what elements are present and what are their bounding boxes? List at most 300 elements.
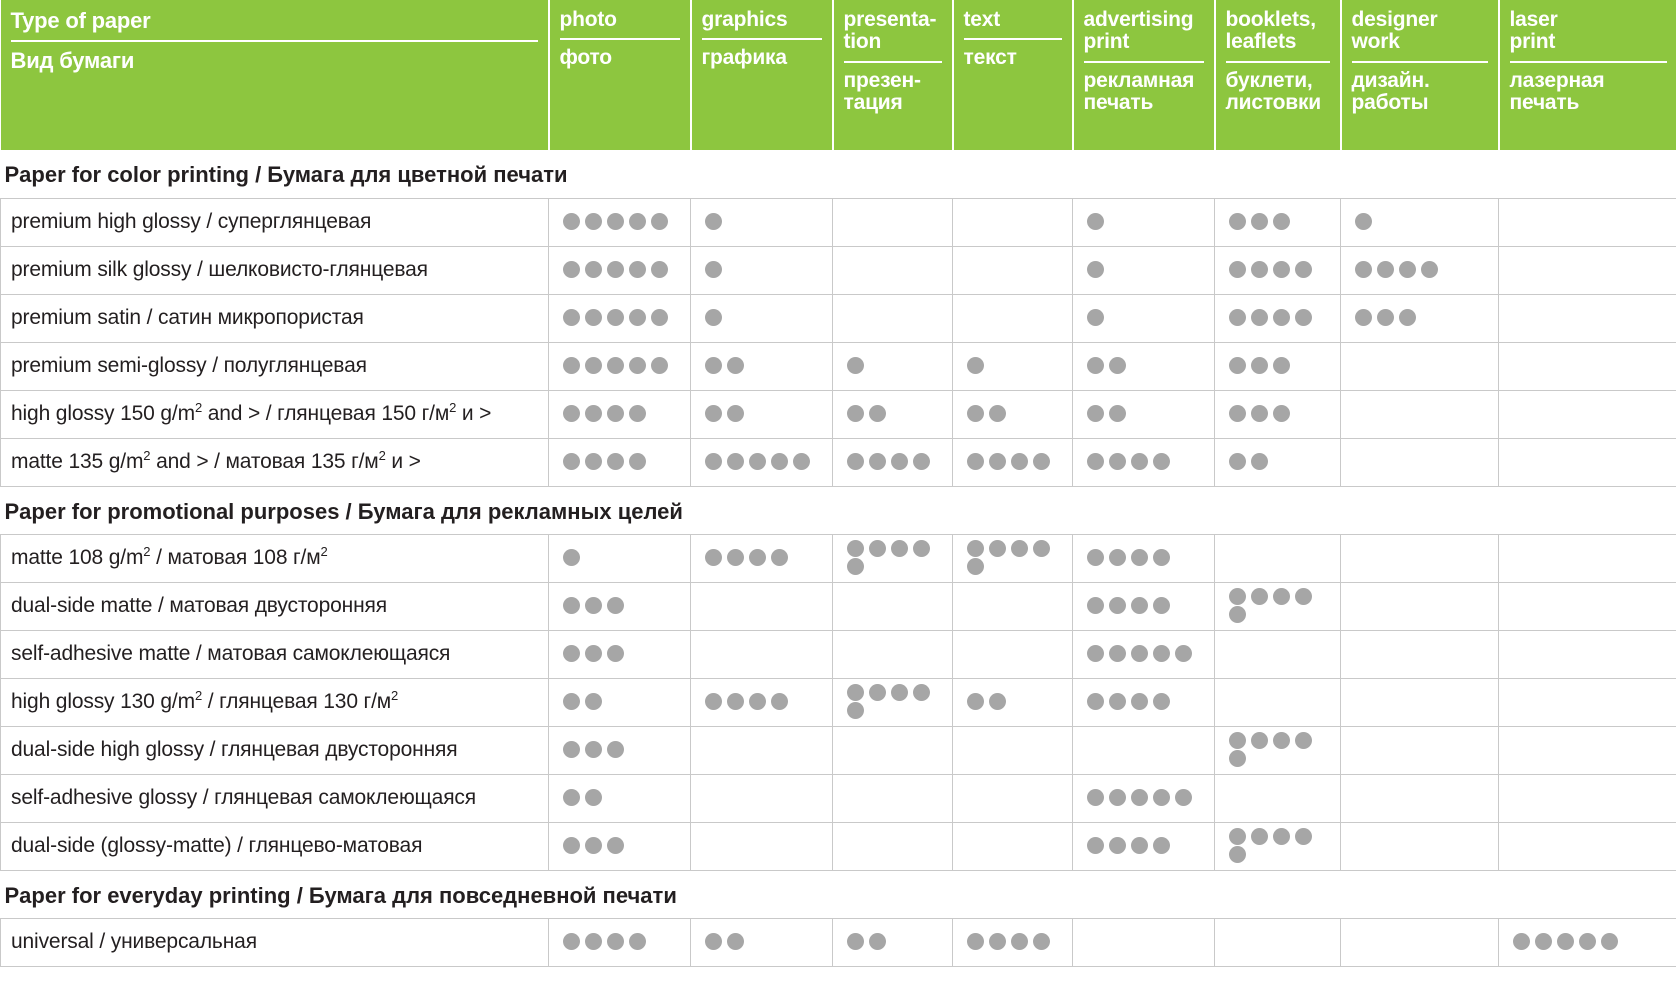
rating-dot (629, 357, 646, 374)
rating-cell (1073, 198, 1215, 246)
rating-cell (1215, 198, 1341, 246)
header-divider-5 (1084, 61, 1204, 63)
rating-dot (1109, 405, 1126, 422)
rating-cell (691, 678, 833, 726)
rating-cell (1341, 774, 1499, 822)
rating-cell (1073, 630, 1215, 678)
rating-dot (563, 261, 580, 278)
paper-type-label: matte 108 $g/m^2$ / матовая 108 $г/м^2$ (1, 534, 549, 582)
rating-cell (1341, 390, 1499, 438)
rating-dot (705, 549, 722, 566)
rating-cell (1215, 774, 1341, 822)
rating-dot (607, 357, 624, 374)
rating-cell (549, 390, 691, 438)
header-col-7-en: designer work (1351, 8, 1438, 54)
rating-dot (847, 405, 864, 422)
rating-dot (1295, 828, 1312, 845)
rating-cell (1499, 678, 1676, 726)
rating-cell (1499, 342, 1676, 390)
rating-cell (1341, 438, 1499, 486)
rating-dot (989, 405, 1006, 422)
rating-cell (953, 582, 1073, 630)
rating-cell (1073, 534, 1215, 582)
rating-dot (771, 453, 788, 470)
rating-cell (691, 918, 833, 966)
rating-dot (607, 597, 624, 614)
rating-dot (651, 261, 668, 278)
rating-dot (1295, 732, 1312, 749)
rating-cell (1215, 246, 1341, 294)
rating-dot (1229, 453, 1246, 470)
rating-cell (833, 342, 953, 390)
rating-dot (585, 741, 602, 758)
rating-cell (1499, 294, 1676, 342)
rating-dot (607, 741, 624, 758)
rating-dot (705, 357, 722, 374)
header-col-7 (1341, 0, 1499, 150)
rating-dot (967, 357, 984, 374)
rating-dot (847, 540, 864, 557)
rating-dot (869, 933, 886, 950)
rating-dot (1011, 933, 1028, 950)
rating-dot (585, 693, 602, 710)
header-divider-0 (11, 40, 538, 42)
rating-cell (833, 918, 953, 966)
rating-dot (1153, 837, 1170, 854)
rating-cell (1499, 198, 1676, 246)
rating-dot (1251, 213, 1268, 230)
rating-dot (705, 405, 722, 422)
rating-dot (727, 693, 744, 710)
rating-cell (1499, 774, 1676, 822)
table-row (1, 774, 1676, 822)
rating-dot (1251, 405, 1268, 422)
rating-dot (563, 741, 580, 758)
rating-dot (705, 933, 722, 950)
rating-cell (953, 534, 1073, 582)
rating-dot (1033, 540, 1050, 557)
rating-dot (1153, 645, 1170, 662)
rating-cell (691, 822, 833, 870)
rating-cell (833, 582, 953, 630)
table-row (1, 630, 1676, 678)
rating-dot (1087, 453, 1104, 470)
table-row (1, 294, 1676, 342)
rating-dot (1131, 453, 1148, 470)
rating-dot (1251, 828, 1268, 845)
header-col-3 (833, 0, 953, 150)
rating-dot (1229, 828, 1246, 845)
rating-dot (563, 309, 580, 326)
rating-dot (1131, 549, 1148, 566)
rating-cell (1341, 630, 1499, 678)
rating-dot (1229, 588, 1246, 605)
rating-dot (1033, 453, 1050, 470)
rating-dot (1109, 645, 1126, 662)
rating-dot (1131, 837, 1148, 854)
rating-dot (1087, 645, 1104, 662)
rating-dot (1251, 309, 1268, 326)
section-heading-row (1, 486, 1676, 534)
rating-dot (1273, 732, 1290, 749)
rating-cell (1215, 582, 1341, 630)
rating-dot (1557, 933, 1574, 950)
header-col-0-ru: Вид бумаги (10, 47, 135, 73)
rating-dot (1087, 405, 1104, 422)
section-title: Paper for color printing / Бумага для цветной печати (1, 150, 1676, 198)
rating-dot (563, 597, 580, 614)
rating-dot (891, 684, 908, 701)
header-col-2-en: graphics (701, 8, 788, 31)
rating-dot (607, 837, 624, 854)
rating-dot (967, 693, 984, 710)
rating-dot (1601, 933, 1618, 950)
header-row (1, 0, 1676, 150)
rating-dot (607, 933, 624, 950)
header-col-4-ru: текст (963, 46, 1017, 70)
table-row (1, 342, 1676, 390)
table-row (1, 678, 1676, 726)
rating-dot (1229, 261, 1246, 278)
rating-dot (1421, 261, 1438, 278)
rating-dot (1513, 933, 1530, 950)
rating-dot (1131, 645, 1148, 662)
rating-dot (1153, 789, 1170, 806)
rating-dot (705, 693, 722, 710)
rating-cell (549, 582, 691, 630)
rating-cell (1341, 822, 1499, 870)
rating-dot (1355, 213, 1372, 230)
rating-dot (705, 453, 722, 470)
header-divider-8 (1510, 61, 1667, 63)
rating-dot (1377, 309, 1394, 326)
header-divider-7 (1352, 61, 1488, 63)
rating-cell (1215, 726, 1341, 774)
rating-dot (585, 213, 602, 230)
rating-cell (549, 918, 691, 966)
rating-dot (1251, 588, 1268, 605)
rating-cell (549, 198, 691, 246)
rating-cell (953, 294, 1073, 342)
rating-cell (953, 678, 1073, 726)
rating-cell (549, 294, 691, 342)
rating-dot (847, 357, 864, 374)
rating-cell (1341, 246, 1499, 294)
rating-dot (1229, 606, 1246, 623)
header-divider-3 (844, 61, 942, 63)
rating-dot (1273, 405, 1290, 422)
rating-dot (629, 933, 646, 950)
header-col-6-en: booklets, leaflets (1225, 8, 1316, 54)
rating-dot (607, 405, 624, 422)
rating-dot (749, 453, 766, 470)
rating-dot (771, 693, 788, 710)
rating-dot (629, 405, 646, 422)
rating-dot (989, 453, 1006, 470)
paper-type-label: premium high glossy / суперглянцевая (1, 198, 549, 246)
header-col-1-en: photo (559, 8, 617, 31)
rating-dot (1011, 453, 1028, 470)
rating-cell (691, 342, 833, 390)
header-divider-1 (560, 38, 680, 40)
rating-cell (691, 534, 833, 582)
rating-dot (847, 558, 864, 575)
section-heading-row (1, 150, 1676, 198)
rating-cell (833, 246, 953, 294)
rating-dot (1273, 213, 1290, 230)
rating-dot (1295, 261, 1312, 278)
rating-dot (1273, 588, 1290, 605)
rating-cell (1499, 582, 1676, 630)
header-col-5 (1073, 0, 1215, 150)
paper-type-label: dual-side (glossy-matte) / глянцево-матовая (1, 822, 549, 870)
rating-cell (833, 774, 953, 822)
header-divider-2 (702, 38, 822, 40)
rating-dot (749, 693, 766, 710)
rating-dot (1579, 933, 1596, 950)
rating-cell (833, 678, 953, 726)
rating-dot (585, 453, 602, 470)
rating-cell (1341, 534, 1499, 582)
rating-cell (1073, 438, 1215, 486)
table-row (1, 246, 1676, 294)
rating-dot (967, 558, 984, 575)
rating-cell (953, 774, 1073, 822)
rating-dot (967, 933, 984, 950)
rating-dot (1087, 357, 1104, 374)
table-row (1, 438, 1676, 486)
rating-dot (1109, 357, 1126, 374)
rating-cell (1215, 630, 1341, 678)
rating-dot (563, 357, 580, 374)
rating-cell (1341, 726, 1499, 774)
paper-type-label: dual-side matte / матовая двусторонняя (1, 582, 549, 630)
rating-dot (629, 213, 646, 230)
rating-dot (913, 453, 930, 470)
rating-dot (1273, 309, 1290, 326)
rating-cell (953, 918, 1073, 966)
header-col-8-en: laser print (1509, 8, 1558, 54)
rating-dot (793, 453, 810, 470)
header-col-8 (1499, 0, 1676, 150)
rating-dot (727, 453, 744, 470)
rating-cell (549, 774, 691, 822)
rating-dot (1355, 261, 1372, 278)
rating-dot (607, 453, 624, 470)
rating-cell (1499, 822, 1676, 870)
paper-type-label: self-adhesive matte / матовая самоклеющаяся (1, 630, 549, 678)
rating-dot (585, 789, 602, 806)
rating-dot (1229, 213, 1246, 230)
rating-dot (1273, 261, 1290, 278)
header-col-4-en: text (963, 8, 1001, 31)
rating-cell (691, 390, 833, 438)
rating-cell (691, 438, 833, 486)
rating-dot (1087, 597, 1104, 614)
rating-dot (1109, 549, 1126, 566)
rating-cell (1499, 246, 1676, 294)
table-row (1, 918, 1676, 966)
rating-cell (1215, 438, 1341, 486)
rating-dot (967, 453, 984, 470)
rating-cell (1499, 390, 1676, 438)
section-title: Paper for everyday printing / Бумага для повседневной печати (1, 870, 1676, 918)
rating-dot (651, 357, 668, 374)
rating-dot (1153, 453, 1170, 470)
rating-dot (1109, 693, 1126, 710)
header-col-3-ru: презен- тация (843, 68, 921, 115)
rating-dot (1295, 309, 1312, 326)
rating-cell (833, 438, 953, 486)
rating-cell (1215, 678, 1341, 726)
rating-cell (953, 438, 1073, 486)
rating-dot (989, 933, 1006, 950)
paper-type-label: premium semi-glossy / полуглянцевая (1, 342, 549, 390)
paper-type-label: premium satin / сатин микропористая (1, 294, 549, 342)
rating-dot (869, 684, 886, 701)
rating-cell (691, 726, 833, 774)
header-col-6-ru: буклети, листовки (1225, 68, 1321, 115)
rating-dot (1399, 309, 1416, 326)
rating-dot (1251, 261, 1268, 278)
rating-cell (1341, 342, 1499, 390)
rating-cell (1215, 342, 1341, 390)
rating-cell (833, 822, 953, 870)
rating-cell (1073, 678, 1215, 726)
rating-dot (585, 837, 602, 854)
rating-dot (585, 261, 602, 278)
rating-cell (833, 294, 953, 342)
rating-dot (1251, 453, 1268, 470)
rating-cell (691, 294, 833, 342)
rating-dot (967, 540, 984, 557)
rating-cell (1499, 726, 1676, 774)
rating-dot (607, 261, 624, 278)
rating-dot (1229, 750, 1246, 767)
rating-cell (953, 246, 1073, 294)
rating-cell (953, 342, 1073, 390)
rating-dot (1087, 213, 1104, 230)
rating-cell (1499, 534, 1676, 582)
rating-dot (705, 261, 722, 278)
rating-cell (1215, 822, 1341, 870)
rating-cell (549, 342, 691, 390)
rating-cell (1341, 582, 1499, 630)
rating-dot (1229, 357, 1246, 374)
rating-dot (1109, 453, 1126, 470)
rating-cell (1073, 342, 1215, 390)
rating-dot (705, 213, 722, 230)
rating-cell (549, 246, 691, 294)
rating-cell (833, 198, 953, 246)
rating-cell (833, 630, 953, 678)
rating-cell (1073, 822, 1215, 870)
rating-dot (1399, 261, 1416, 278)
rating-cell (1499, 918, 1676, 966)
section-heading-row (1, 870, 1676, 918)
rating-cell (953, 198, 1073, 246)
header-col-1 (549, 0, 691, 150)
paper-type-label: universal / универсальная (1, 918, 549, 966)
rating-dot (585, 309, 602, 326)
rating-dot (585, 645, 602, 662)
rating-dot (1377, 261, 1394, 278)
rating-dot (563, 645, 580, 662)
rating-dot (869, 405, 886, 422)
rating-cell (1341, 294, 1499, 342)
rating-dot (563, 933, 580, 950)
rating-dot (727, 549, 744, 566)
rating-dot (1535, 933, 1552, 950)
table-row (1, 534, 1676, 582)
rating-dot (563, 837, 580, 854)
header-col-4 (953, 0, 1073, 150)
rating-cell (1073, 246, 1215, 294)
header-col-2-ru: графика (701, 46, 787, 70)
rating-dot (869, 540, 886, 557)
table-header (1, 0, 1676, 150)
table-row (1, 822, 1676, 870)
rating-cell (953, 726, 1073, 774)
rating-dot (847, 933, 864, 950)
header-col-3-en: presenta- tion (843, 8, 937, 54)
rating-dot (1109, 837, 1126, 854)
rating-dot (607, 645, 624, 662)
rating-dot (1131, 693, 1148, 710)
rating-cell (549, 678, 691, 726)
rating-dot (629, 453, 646, 470)
rating-cell (691, 582, 833, 630)
rating-dot (1251, 732, 1268, 749)
paper-type-label: dual-side high glossy / глянцевая двусторонняя (1, 726, 549, 774)
rating-dot (629, 261, 646, 278)
table-body (1, 150, 1676, 966)
rating-cell (1215, 918, 1341, 966)
rating-dot (1229, 309, 1246, 326)
rating-cell (691, 246, 833, 294)
rating-dot (727, 933, 744, 950)
rating-dot (1295, 588, 1312, 605)
rating-dot (1011, 540, 1028, 557)
header-col-6 (1215, 0, 1341, 150)
rating-cell (1341, 678, 1499, 726)
table-row (1, 390, 1676, 438)
rating-cell (953, 390, 1073, 438)
rating-dot (989, 693, 1006, 710)
header-divider-6 (1226, 61, 1330, 63)
rating-cell (1073, 918, 1215, 966)
rating-cell (691, 630, 833, 678)
rating-cell (833, 534, 953, 582)
header-col-7-ru: дизайн. работы (1351, 68, 1430, 115)
rating-cell (1341, 198, 1499, 246)
rating-cell (1499, 438, 1676, 486)
header-col-5-en: advertising print (1083, 8, 1194, 54)
rating-dot (1229, 732, 1246, 749)
table-row (1, 726, 1676, 774)
rating-cell (1073, 582, 1215, 630)
rating-dot (847, 702, 864, 719)
paper-type-label: matte 135 $g/m^2$ and > / матовая 135 $г/м^2$ и > (1, 438, 549, 486)
rating-dot (847, 684, 864, 701)
header-col-8-ru: лазерная печать (1509, 68, 1605, 115)
rating-dot (891, 453, 908, 470)
paper-type-label: high glossy 130 $g/m^2$ / глянцевая 130 $г/м^2$ (1, 678, 549, 726)
rating-cell (549, 438, 691, 486)
header-divider-4 (964, 38, 1062, 40)
rating-cell (1073, 390, 1215, 438)
rating-cell (549, 822, 691, 870)
